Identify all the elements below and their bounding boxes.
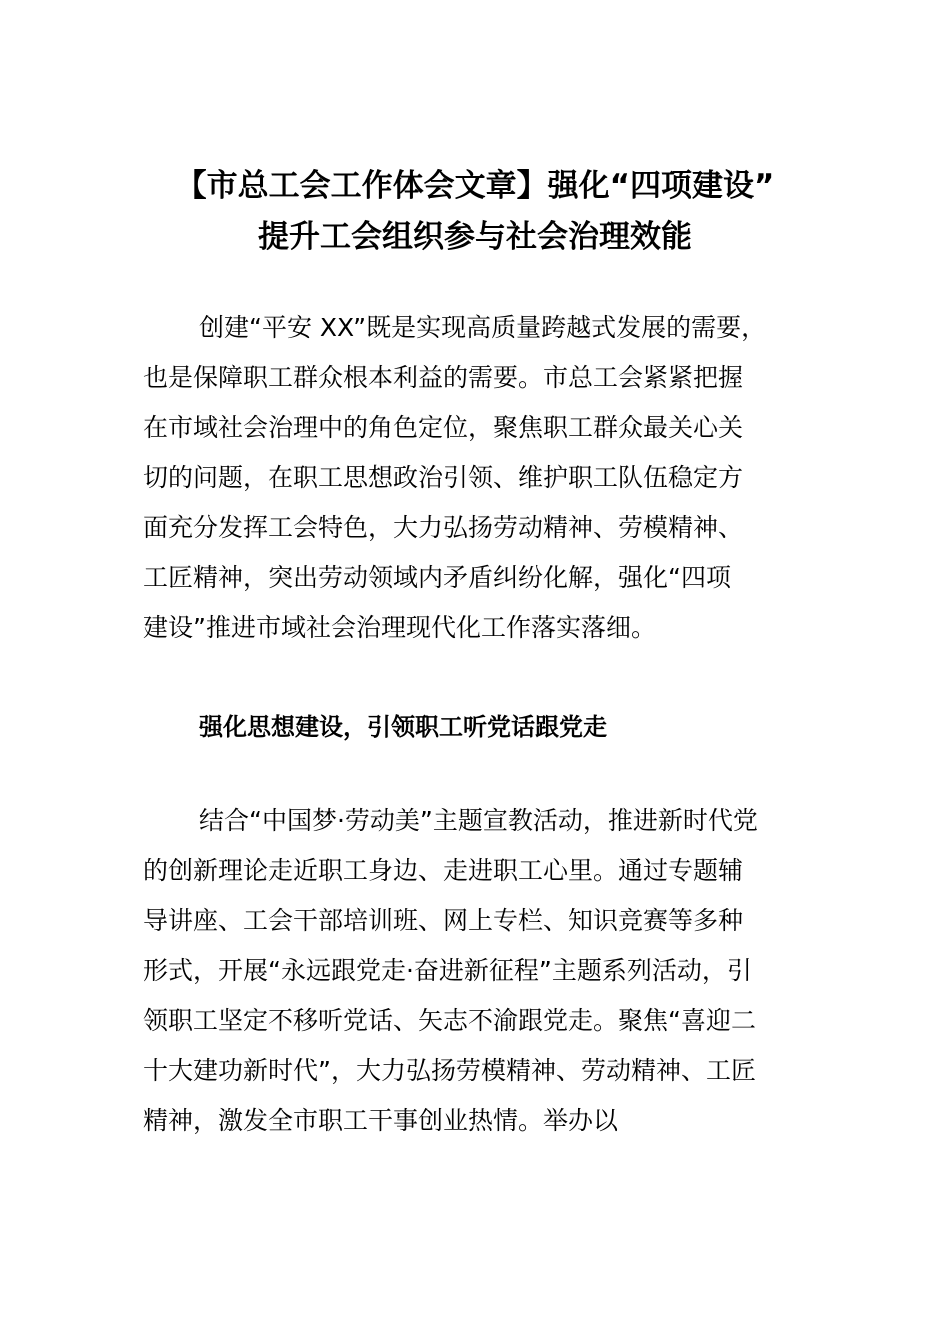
paragraph-line: 形式，开展“永远跟党走·奋进新征程”主题系列活动，引: [143, 956, 752, 985]
paragraph-line: 精神，激发全市职工干事创业热情。举办以: [143, 1106, 619, 1135]
section-heading: 强化思想建设，引领职工听党话跟党走: [199, 713, 607, 741]
paragraph-line: 领职工坚定不移听党话、矢志不渝跟党走。聚焦“喜迎二: [143, 1006, 756, 1035]
paragraph-line: 十大建功新时代”，大力弘扬劳模精神、劳动精神、工匠: [143, 1056, 756, 1085]
paragraph-line: 导讲座、工会干部培训班、网上专栏、知识竞赛等多种: [143, 906, 744, 935]
paragraph-line: 建设”推进市域社会治理现代化工作落实落细。: [143, 613, 656, 642]
paragraph-line: 在市域社会治理中的角色定位，聚焦职工群众最关心关: [143, 413, 744, 442]
paragraph-line: 工匠精神，突出劳动领域内矛盾纠纷化解，强化“四项: [143, 563, 731, 592]
document-title-line-2: 提升工会组织参与社会治理效能: [258, 219, 692, 255]
document-title-line-1: 【市总工会工作体会文章】强化“四项建设”: [175, 168, 775, 204]
paragraph-line: 结合“中国梦·劳动美”主题宣教活动，推进新时代党: [199, 806, 758, 835]
paragraph-line: 切的问题，在职工思想政治引领、维护职工队伍稳定方: [143, 463, 744, 492]
paragraph-line: 面充分发挥工会特色，大力弘扬劳动精神、劳模精神、: [143, 513, 744, 542]
paragraph-line: 的创新理论走近职工身边、走进职工心里。通过专题辅: [143, 856, 744, 885]
intro-paragraph: [143, 303, 811, 653]
body-paragraph: [143, 796, 811, 1146]
paragraph-line: 也是保障职工群众根本利益的需要。市总工会紧紧把握: [143, 363, 744, 392]
paragraph-line: 创建“平安 XX”既是实现高质量跨越式发展的需要，: [199, 313, 767, 342]
